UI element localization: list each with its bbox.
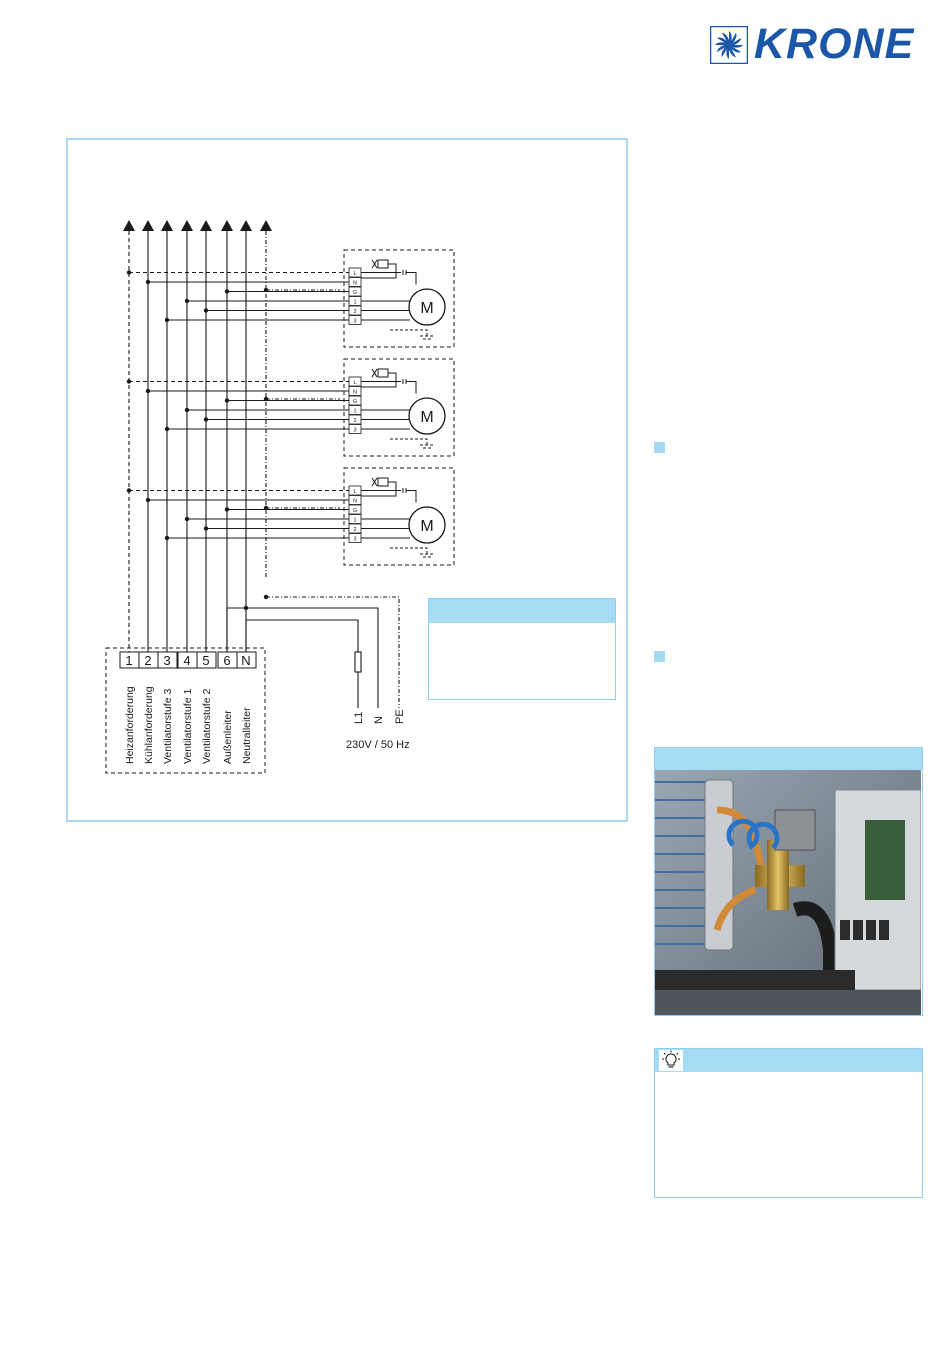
- light-bulb-icon: [659, 1050, 683, 1071]
- terminal-number: 4: [183, 653, 191, 668]
- terminal-label: Kühlanforderung: [143, 686, 155, 764]
- junction-dot: [264, 397, 268, 401]
- unit-terminal-label: N: [353, 280, 357, 287]
- junction-dot: [165, 536, 169, 540]
- unit-terminal-label: 2: [353, 527, 357, 533]
- bullet-marker-2: [654, 651, 665, 662]
- bus-arrow: [240, 220, 252, 231]
- junction-dot: [264, 288, 268, 292]
- unit-terminal-label: L: [353, 380, 357, 386]
- junction-dot: [185, 299, 189, 303]
- terminal-number: 3: [163, 653, 171, 668]
- terminal-label: Heizanforderung: [124, 686, 136, 764]
- ground-symbol: [390, 439, 434, 448]
- junction-dot: [127, 270, 131, 274]
- junction-dot: [264, 595, 268, 599]
- junction-dot: [165, 427, 169, 431]
- junction-dot: [225, 289, 229, 293]
- junction-dot: [127, 488, 131, 492]
- supply-label: PE: [394, 709, 406, 724]
- bus-arrow: [123, 220, 135, 231]
- unit-terminal-label: 3: [353, 427, 357, 434]
- unit-terminal-label: N: [353, 389, 357, 396]
- tip-box: [654, 1048, 923, 1198]
- phase-supply-line: [246, 620, 358, 708]
- terminal-label: Ventilatorstufe 1: [182, 688, 194, 764]
- pe-supply-line: [266, 597, 399, 708]
- photo-header: [655, 748, 922, 770]
- junction-dot: [127, 379, 131, 383]
- supply-spec: 230V / 50 Hz: [346, 739, 410, 751]
- bus-arrow: [142, 220, 154, 231]
- terminal-number: 5: [202, 653, 210, 668]
- terminal-number: 1: [125, 653, 133, 668]
- legend-header: [429, 599, 615, 623]
- unit-terminal-label: 1: [353, 517, 357, 524]
- unit-terminal-label: L: [353, 271, 357, 277]
- supply-label: N: [373, 716, 385, 724]
- unit-terminal-label: G: [352, 290, 358, 296]
- photo-box: [654, 747, 923, 1016]
- unit-terminal-label: 1: [353, 299, 357, 306]
- junction-dot: [225, 507, 229, 511]
- terminal-number: 2: [144, 653, 152, 668]
- bus-arrow: [161, 220, 173, 231]
- junction-dot: [146, 389, 150, 393]
- ground-symbol: [390, 548, 434, 557]
- terminal-label: Außenleiter: [222, 710, 234, 764]
- unit-terminal-label: G: [352, 508, 358, 514]
- terminal-number: N: [241, 653, 251, 668]
- terminal-label: Ventilatorstufe 2: [201, 688, 213, 764]
- unit-terminal-label: N: [353, 498, 357, 505]
- terminal-label: Neutralleiter: [241, 707, 253, 764]
- terminal-number: 6: [223, 653, 231, 668]
- junction-dot: [244, 606, 248, 610]
- unit-terminal-label: G: [352, 399, 358, 405]
- junction-dot: [185, 517, 189, 521]
- capacitor: [361, 488, 416, 503]
- capacitor: [361, 270, 416, 285]
- unit-terminal-label: 2: [353, 418, 357, 424]
- unit-terminal-label: 1: [353, 408, 357, 415]
- terminal-label: Ventilatorstufe 3: [162, 688, 174, 764]
- valve-actuator: [378, 478, 388, 486]
- fuse-symbol: [355, 652, 361, 672]
- junction-dot: [185, 408, 189, 412]
- valve-symbol: [372, 478, 377, 486]
- unit-terminal-label: 3: [353, 318, 357, 325]
- bus-arrow: [200, 220, 212, 231]
- valve-symbol: [372, 369, 377, 377]
- valve-and-terminal-block-photo: [655, 770, 921, 1015]
- motor-label: M: [420, 518, 434, 535]
- motor-label: M: [420, 300, 434, 317]
- junction-dot: [146, 280, 150, 284]
- junction-dot: [204, 417, 208, 421]
- valve-symbol: [372, 260, 377, 268]
- tip-header: [655, 1049, 922, 1072]
- capacitor: [361, 379, 416, 394]
- supply-label: L1: [353, 711, 365, 724]
- junction-dot: [204, 308, 208, 312]
- junction-dot: [204, 526, 208, 530]
- legend-box: [428, 598, 616, 700]
- junction-dot: [225, 398, 229, 402]
- valve-actuator: [378, 369, 388, 377]
- unit-terminal-label: 2: [353, 309, 357, 315]
- brand-name: KRONE: [754, 20, 915, 68]
- junction-dot: [146, 498, 150, 502]
- unit-terminal-label: L: [353, 489, 357, 495]
- bus-arrow: [181, 220, 193, 231]
- valve-actuator: [378, 260, 388, 268]
- bullet-marker-1: [654, 442, 665, 453]
- motor-label: M: [420, 409, 434, 426]
- junction-dot: [165, 318, 169, 322]
- bus-arrow: [260, 220, 272, 231]
- junction-dot: [264, 506, 268, 510]
- ground-symbol: [390, 330, 434, 339]
- unit-terminal-label: 3: [353, 536, 357, 543]
- bus-arrow: [221, 220, 233, 231]
